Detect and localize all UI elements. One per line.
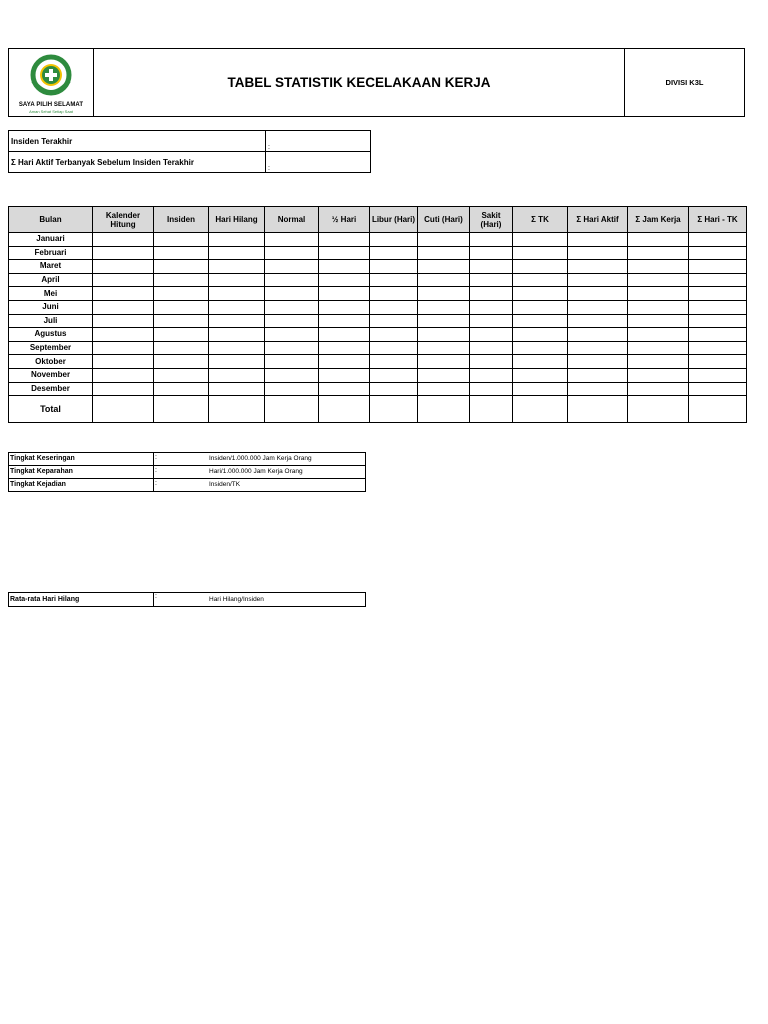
data-cell[interactable] [513,300,568,314]
total-cell[interactable] [513,396,568,423]
total-row [9,396,747,423]
data-cell[interactable] [628,382,689,396]
data-cell[interactable] [568,260,628,274]
occurrence-rate-row [9,479,366,492]
data-cell[interactable] [265,273,319,287]
data-cell[interactable] [470,341,513,355]
data-cell[interactable] [93,368,154,382]
table-row [9,355,747,369]
average-lost-days-table [8,592,366,607]
data-cell[interactable] [154,300,209,314]
data-cell[interactable] [470,368,513,382]
total-label: Total [9,396,93,423]
data-cell[interactable] [370,314,418,328]
frequency-rate-row [9,453,366,466]
data-cell[interactable] [628,355,689,369]
data-cell[interactable] [628,260,689,274]
k3-safety-logo-icon [25,51,77,103]
table-row [9,314,747,328]
total-cell[interactable] [154,396,209,423]
data-cell[interactable] [513,233,568,247]
data-cell[interactable] [209,355,265,369]
data-cell[interactable] [470,382,513,396]
data-cell[interactable] [470,260,513,274]
data-cell[interactable] [370,246,418,260]
data-cell[interactable] [209,260,265,274]
data-cell[interactable] [319,328,370,342]
data-cell[interactable] [689,260,747,274]
data-cell[interactable] [265,355,319,369]
data-cell[interactable] [418,341,470,355]
data-cell[interactable] [689,314,747,328]
total-cell[interactable] [628,396,689,423]
data-cell[interactable] [628,314,689,328]
table-row [9,273,747,287]
data-cell[interactable] [628,368,689,382]
month-cell: Mei [9,287,93,301]
month-cell: Oktober [9,355,93,369]
data-cell[interactable] [470,300,513,314]
data-cell[interactable] [370,328,418,342]
total-cell[interactable] [689,396,747,423]
data-cell[interactable] [628,287,689,301]
logo-title: SAYA PILIH SELAMAT [18,102,84,108]
data-cell[interactable] [154,233,209,247]
month-cell: September [9,341,93,355]
data-cell[interactable] [568,314,628,328]
col-half-day: ½ Hari [319,207,370,233]
data-cell[interactable] [689,341,747,355]
data-cell[interactable] [209,368,265,382]
data-cell[interactable] [319,273,370,287]
severity-rate-formula: Hari/1.000.000 Jam Kerja Orang [208,466,366,479]
severity-rate-row [9,466,366,479]
page-title: TABEL STATISTIK KECELAKAAN KERJA [94,49,625,116]
data-cell[interactable] [265,233,319,247]
data-cell[interactable] [265,341,319,355]
data-cell[interactable] [418,273,470,287]
data-cell[interactable] [513,341,568,355]
data-cell[interactable] [319,287,370,301]
data-cell[interactable] [93,355,154,369]
data-cell[interactable] [689,246,747,260]
data-cell[interactable] [568,287,628,301]
data-cell[interactable] [319,382,370,396]
rates-table [8,452,366,492]
total-cell[interactable] [470,396,513,423]
max-active-days-label: Σ Hari Aktif Terbanyak Sebelum Insiden Terakhir [9,152,266,173]
data-cell[interactable] [93,341,154,355]
data-cell[interactable] [568,233,628,247]
severity-rate-value[interactable]: : [154,466,209,479]
data-cell[interactable] [418,287,470,301]
col-sum-work-hours: Σ Jam Kerja [628,207,689,233]
average-lost-days-label: Rata-rata Hari Hilang [9,593,154,607]
data-cell[interactable] [628,273,689,287]
data-cell[interactable] [370,341,418,355]
total-cell[interactable] [209,396,265,423]
logo-subtitle: Aman Sehat Setiap Saat [29,109,73,114]
month-cell: November [9,368,93,382]
data-cell[interactable] [209,328,265,342]
table-body [9,233,747,423]
month-cell: Februari [9,246,93,260]
data-cell[interactable] [154,314,209,328]
last-incident-value[interactable]: : [266,131,371,152]
data-cell[interactable] [689,300,747,314]
data-cell[interactable] [209,273,265,287]
data-cell[interactable] [154,341,209,355]
data-cell[interactable] [265,300,319,314]
data-cell[interactable] [513,355,568,369]
col-month: Bulan [9,207,93,233]
table-row [9,287,747,301]
average-lost-days-row [9,593,366,607]
frequency-rate-label: Tingkat Keseringan [9,453,154,466]
data-cell[interactable] [93,382,154,396]
occurrence-rate-value[interactable]: : [154,479,209,492]
data-cell[interactable] [470,273,513,287]
data-cell[interactable] [513,273,568,287]
data-cell[interactable] [418,368,470,382]
data-cell[interactable] [319,341,370,355]
col-leave: Cuti (Hari) [418,207,470,233]
data-cell[interactable] [319,233,370,247]
data-cell[interactable] [689,382,747,396]
logo-cell [9,49,94,116]
data-cell[interactable] [93,246,154,260]
data-cell[interactable] [470,287,513,301]
data-cell[interactable] [513,328,568,342]
data-cell[interactable] [370,287,418,301]
data-cell[interactable] [418,233,470,247]
last-incident-row [9,131,371,152]
data-cell[interactable] [319,314,370,328]
data-cell[interactable] [513,314,568,328]
data-cell[interactable] [689,368,747,382]
data-cell[interactable] [209,382,265,396]
data-cell[interactable] [265,246,319,260]
data-cell[interactable] [628,233,689,247]
accident-statistics-table [8,206,747,423]
data-cell[interactable] [689,328,747,342]
data-cell[interactable] [628,341,689,355]
data-cell[interactable] [418,382,470,396]
data-cell[interactable] [513,260,568,274]
table-row [9,233,747,247]
month-cell: Juni [9,300,93,314]
data-cell[interactable] [628,300,689,314]
data-cell[interactable] [154,368,209,382]
max-active-days-value[interactable]: : [266,152,371,173]
data-cell[interactable] [209,300,265,314]
table-row [9,300,747,314]
data-cell[interactable] [370,233,418,247]
table-row [9,260,747,274]
data-cell[interactable] [209,314,265,328]
data-cell[interactable] [370,260,418,274]
col-sick: Sakit (Hari) [470,207,513,233]
average-lost-days-value[interactable]: : [154,593,209,607]
total-cell[interactable] [319,396,370,423]
data-cell[interactable] [154,246,209,260]
data-cell[interactable] [93,300,154,314]
table-row [9,341,747,355]
data-cell[interactable] [209,287,265,301]
col-sum-days-tk: Σ Hari - TK [689,207,747,233]
month-cell: Desember [9,382,93,396]
total-cell[interactable] [370,396,418,423]
data-cell[interactable] [568,273,628,287]
data-cell[interactable] [513,287,568,301]
data-cell[interactable] [370,382,418,396]
data-cell[interactable] [418,260,470,274]
month-cell: April [9,273,93,287]
incident-info-table [8,130,371,173]
data-cell[interactable] [689,355,747,369]
data-cell[interactable] [568,300,628,314]
data-cell[interactable] [513,382,568,396]
frequency-rate-formula: Insiden/1.000.000 Jam Kerja Orang [208,453,366,466]
data-cell[interactable] [319,355,370,369]
data-cell[interactable] [265,382,319,396]
severity-rate-label: Tingkat Keparahan [9,466,154,479]
col-incident: Insiden [154,207,209,233]
month-cell: Juli [9,314,93,328]
table-header-row [9,207,747,233]
month-cell: Agustus [9,328,93,342]
data-cell[interactable] [568,368,628,382]
data-cell[interactable] [513,368,568,382]
data-cell[interactable] [470,314,513,328]
table-row [9,382,747,396]
data-cell[interactable] [628,328,689,342]
col-sum-tk: Σ TK [513,207,568,233]
average-lost-days-formula: Hari Hilang/Insiden [208,593,366,607]
data-cell[interactable] [418,314,470,328]
data-cell[interactable] [93,260,154,274]
data-cell[interactable] [370,368,418,382]
data-cell[interactable] [568,328,628,342]
data-cell[interactable] [319,260,370,274]
month-cell: Januari [9,233,93,247]
table-row [9,246,747,260]
data-cell[interactable] [93,314,154,328]
total-cell[interactable] [418,396,470,423]
data-cell[interactable] [370,273,418,287]
table-row [9,328,747,342]
data-cell[interactable] [370,300,418,314]
occurrence-rate-label: Tingkat Kejadian [9,479,154,492]
col-sum-active-days: Σ Hari Aktif [568,207,628,233]
total-cell[interactable] [568,396,628,423]
data-cell[interactable] [628,246,689,260]
data-cell[interactable] [209,233,265,247]
data-cell[interactable] [418,355,470,369]
data-cell[interactable] [319,246,370,260]
data-cell[interactable] [418,300,470,314]
data-cell[interactable] [370,355,418,369]
data-cell[interactable] [319,368,370,382]
data-cell[interactable] [689,287,747,301]
data-cell[interactable] [154,260,209,274]
frequency-rate-value[interactable]: : [154,453,209,466]
data-cell[interactable] [265,314,319,328]
data-cell[interactable] [154,287,209,301]
data-cell[interactable] [93,233,154,247]
data-cell[interactable] [93,287,154,301]
data-cell[interactable] [209,246,265,260]
data-cell[interactable] [470,233,513,247]
data-cell[interactable] [265,260,319,274]
data-cell[interactable] [689,273,747,287]
total-cell[interactable] [93,396,154,423]
col-calendar: Kalender Hitung [93,207,154,233]
col-normal: Normal [265,207,319,233]
month-cell: Maret [9,260,93,274]
data-cell[interactable] [154,382,209,396]
data-cell[interactable] [568,341,628,355]
data-cell[interactable] [154,273,209,287]
data-cell[interactable] [470,328,513,342]
data-cell[interactable] [154,328,209,342]
total-cell[interactable] [265,396,319,423]
data-cell[interactable] [319,300,370,314]
col-lost-days: Hari Hilang [209,207,265,233]
data-cell[interactable] [568,355,628,369]
data-cell[interactable] [265,368,319,382]
data-cell[interactable] [93,273,154,287]
data-cell[interactable] [93,328,154,342]
data-cell[interactable] [265,287,319,301]
last-incident-label: Insiden Terakhir [9,131,266,152]
data-cell[interactable] [470,246,513,260]
data-cell[interactable] [418,246,470,260]
data-cell[interactable] [265,328,319,342]
data-cell[interactable] [568,382,628,396]
data-cell[interactable] [689,233,747,247]
data-cell[interactable] [154,355,209,369]
division-label: DIVISI K3L [665,78,704,87]
data-cell[interactable] [568,246,628,260]
occurrence-rate-formula: Insiden/TK [208,479,366,492]
report-header [8,48,745,117]
col-holiday: Libur (Hari) [370,207,418,233]
max-active-days-row [9,152,371,173]
table-row [9,368,747,382]
data-cell[interactable] [470,355,513,369]
data-cell[interactable] [209,341,265,355]
data-cell[interactable] [513,246,568,260]
data-cell[interactable] [418,328,470,342]
